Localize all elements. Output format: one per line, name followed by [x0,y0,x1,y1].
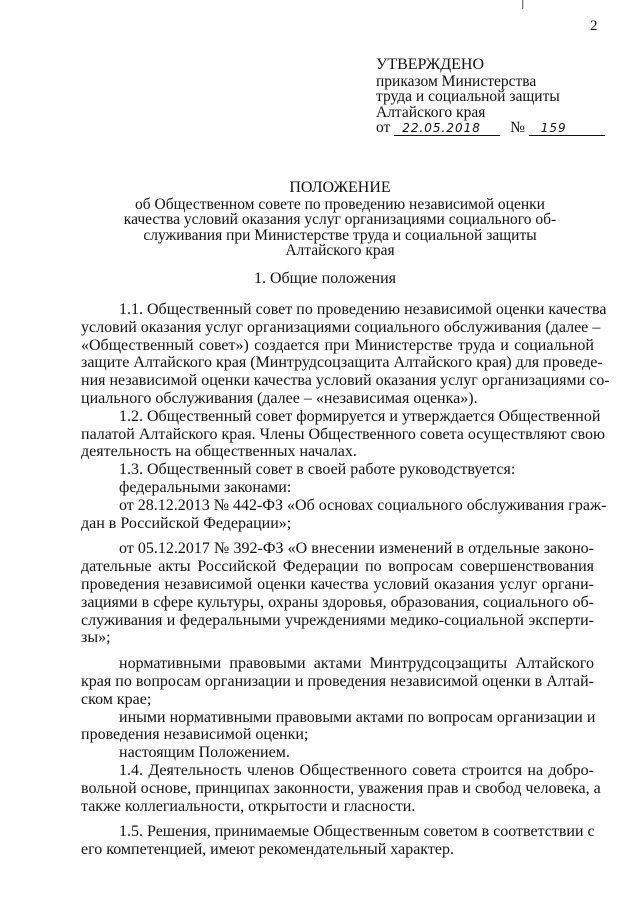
title-line: служивания при Министерстве труда и социальной защиты [143,226,537,244]
body-line: настоящим Положением. [119,744,290,762]
body-line: ском крае; [81,690,152,708]
body-line: условий оказания услуг организациями социального обслуживания (далее – [81,318,601,336]
approval-heading: УТВЕРЖДЕНО [376,56,485,73]
body-line: палатой Алтайского края. Члены Общественного совета осуществляют свою [81,425,606,443]
body-line: проведения независимой оценки качества условий оказания услуг органи- [81,575,594,593]
approval-stamp [376,57,605,136]
title-line: об Общественном совете по проведению независимой оценки [135,195,545,213]
body-line: защите Алтайского края (Минтрудсоцзащита Алтайского края) для проведе- [81,354,603,372]
body-line: его компетенцией, имеют рекомендательный характер. [81,841,454,859]
body-line: ния независимой оценки качества условий оказания услуг организациями со- [81,372,610,390]
approval-line-3: Алтайского края [376,103,486,121]
handwritten-number: 159 [529,121,605,136]
number-prefix: № [510,119,525,136]
section-heading: 1. Общие положения [253,270,397,287]
body-line: зациями в сфере культуры, охраны здоровья, образования, социального об- [81,593,594,611]
body-line: циального обслуживания (далее – «независимая оценка»). [81,389,478,407]
body-line: от 05.12.2017 № 392-ФЗ «О внесении изменений в отдельные законо- [119,540,594,558]
document-body [81,301,610,859]
body-line: от 28.12.2013 № 442-ФЗ «Об основах социального обслуживания граж- [119,496,607,514]
body-line: 1.2. Общественный совет формируется и утверждается Общественной [119,407,601,425]
body-line: проведения независимой оценки; [81,726,309,744]
body-line: дательные акты Российской Федерации по вопросам совершенствования [81,558,594,576]
approval-line-2: труда и социальной защиты [376,88,560,105]
title-line: качества условий оказания услуг организациями социального об- [123,211,557,228]
date-prefix: от [376,119,391,136]
handwritten-date: 22.05.2018 [394,121,500,136]
title-line: Алтайского края [285,242,395,259]
body-line: 1.5. Решения, принимаемые Общественным советом в соответствии с [119,823,595,841]
document-title [100,180,580,259]
body-line: вольной основе, принципах законности, уважения прав и свобод человека, а [81,779,601,797]
title-heading: ПОЛОЖЕНИЕ [289,179,391,196]
body-line: 1.3. Общественный совет в своей работе руководствуется: [119,461,516,479]
body-line: 1.1. Общественный совет по проведению независимой оценки качества [119,301,607,318]
body-line: иными нормативными правовыми актами по вопросам организации и [119,708,596,726]
body-line: также коллегиальности, открытости и гласности. [81,797,416,815]
body-line: зы»; [81,629,111,647]
body-line: дан в Российской Федерации»; [81,514,292,532]
page-number: 2 [590,18,598,34]
approval-line-1: приказом Министерства [376,72,537,90]
body-line: федеральными законами: [119,478,292,496]
body-line: деятельность на общественных началах. [81,443,357,461]
body-line: края по вопросам организации и проведения независимой оценки в Алтай- [81,672,594,690]
page-mark: ׀ [520,0,526,10]
body-line: служивания и федеральными учреждениями медико-социальной эксперти- [81,611,594,629]
body-line: нормативными правовыми актами Минтрудсоцзащиты Алтайского [119,655,594,673]
approval-date-line [376,120,605,136]
body-line: «Общественный совет») создается при Министерстве труда и социальной [81,336,594,354]
body-line: 1.4. Деятельность членов Общественного совета строится на добро- [119,761,594,779]
